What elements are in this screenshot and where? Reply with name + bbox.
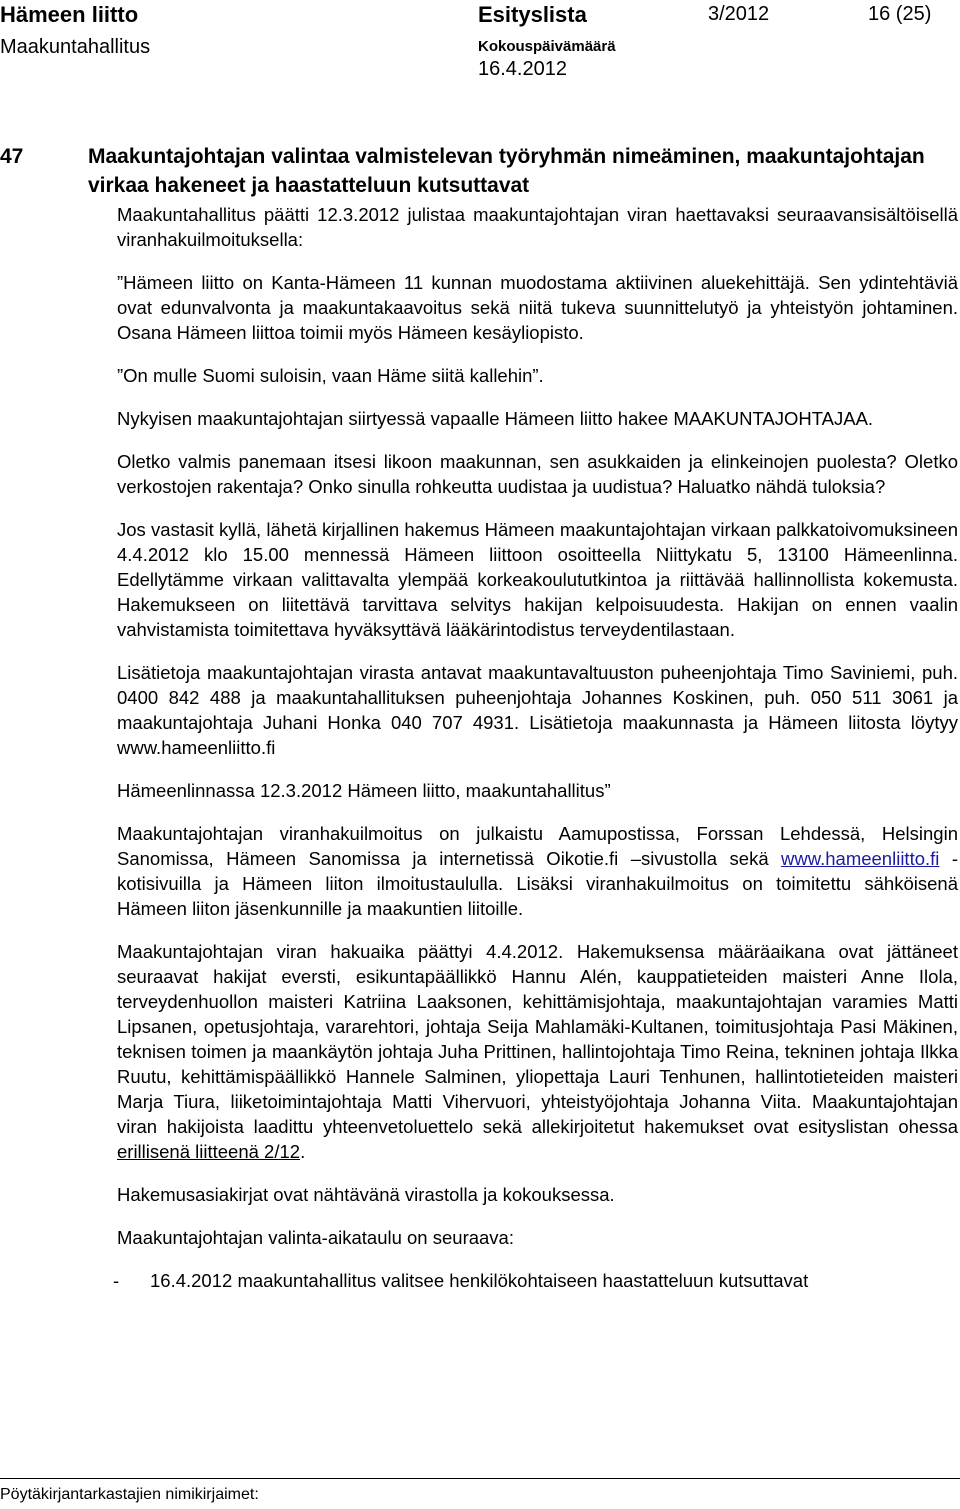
- paragraph-intro: ”Hämeen liitto on Kanta-Hämeen 11 kunnan muodostama aktiivinen aluekehittäjä. Sen ydintehtäviä ovat edunvalvonta ja maakuntakaavoitus sekä niitä tukeva suunnittelutyö ja yhteistyön johtaminen. Osana Hämeen liittoa toimii myös Hämeen kesäyliopisto.: [117, 272, 958, 343]
- paragraph-signature: Hämeenlinnassa 12.3.2012 Hämeen liitto, maakuntahallitus”: [117, 780, 611, 801]
- paragraph-publication: [117, 821, 958, 921]
- paragraph-schedule: Maakuntajohtajan valinta-aikataulu on seuraava:: [117, 1227, 514, 1248]
- paragraph-announcement: Nykyisen maakuntajohtajan siirtyessä vapaalle Hämeen liitto hakee MAAKUNTAJOHTAJAA.: [117, 408, 874, 429]
- list-item-text: 16.4.2012 maakuntahallitus valitsee henkilökohtaiseen haastatteluun kutsuttavat: [150, 1270, 809, 1291]
- section-number: 47: [0, 145, 24, 168]
- paragraph-applicants: [117, 939, 958, 1164]
- applicants-text-b: .: [300, 1141, 306, 1162]
- doc-number: 3/2012: [708, 3, 770, 25]
- doc-type: Esityslista: [478, 2, 587, 27]
- paragraph-documents: Hakemusasiakirjat ovat nähtävänä virastolla ja kokouksessa.: [117, 1184, 615, 1205]
- footer-divider: [0, 1478, 960, 1479]
- publication-text-a: Maakuntajohtajan viranhakuilmoitus on julkaistu Aamupostissa, Forssan Lehdessä, Helsingin Sanomissa, Hämeen Sanomissa ja internetissä Oikotie.fi –sivustolla sekä: [117, 823, 958, 869]
- applicants-text-a: Maakuntajohtajan viran hakuaika päättyi 4.4.2012. Hakemuksensa määräaikana ovat jättäneet seuraavat hakijat eversti, esikuntapäällikkö Hannu Alén, kauppatieteiden maisteri Anne Ilola, terveydenhuollon maisteri Katriina Laaksonen, kehittämisjohtaja, maakuntajohtajan varamies Matti Lipsanen, opetusjohtaja, vararehtori, johtaja Seija Mahlamäki-Kultanen, toimitusjohtaja Pasi Mäkinen, teknisen toimen ja maankäytön johtaja Juha Prittinen, hallintojohtaja Timo Reina, tekninen johtaja Ilkka Ruutu, kehittämispäällikkö Hannele Salminen, yliopettaja Lauri Tenhunen, hallintotieteiden maisteri Marja Tiura, liiketoimintajohtaja Matti Vihervuori, yhteistyöjohtaja Johanna Viita. Maakuntajohtajan viran hakijoista laadittu yhteenvetoluettelo sekä allekirjoitetut hakemukset ovat esityslistan ohessa: [117, 941, 958, 1137]
- body-text: [113, 202, 958, 1311]
- meeting-date: 16.4.2012: [478, 58, 567, 80]
- paragraph-contacts: Lisätietoja maakuntajohtajan virasta antavat maakuntavaltuuston puheenjohtaja Timo Saviniemi, puh. 0400 842 488 ja maakuntahallituksen puheenjohtaja Johannes Koskinen, puh. 050 511 3061 ja maakuntajohtaja Juhani Honka 040 707 4931. Lisätietoja maakunnasta ja Hämeen liitosta löytyy www.hameenliitto.fi: [117, 662, 958, 758]
- list-dash: -: [113, 1270, 120, 1291]
- paragraph-quote: ”On mulle Suomi suloisin, vaan Häme siitä kallehin”.: [117, 365, 544, 386]
- footer-label: Pöytäkirjantarkastajien nimikirjaimet:: [0, 1486, 259, 1503]
- website-link[interactable]: www.hameenliitto.fi: [781, 848, 940, 869]
- paragraph-decision: Maakuntahallitus päätti 12.3.2012 julistaa maakuntajohtajan viran haettavaksi seuraavansisältöisellä viranhakuilmoituksella:: [117, 204, 958, 250]
- paragraph-questions: Oletko valmis panemaan itsesi likoon maakunnan, sen asukkaiden ja elinkeinojen puolesta? Oletko verkostojen rakentaja? Onko sinulla rohkeutta uudistaa ja uudistua? Haluatko nähdä tuloksia?: [117, 451, 958, 497]
- attachment-link[interactable]: erillisenä liitteenä 2/12: [117, 1141, 301, 1162]
- date-label: Kokouspäivämäärä: [478, 38, 616, 55]
- page-number: 16 (25): [868, 3, 932, 25]
- meeting-body: Maakuntahallitus: [0, 36, 151, 58]
- org-name: Hämeen liitto: [0, 2, 139, 27]
- list-item: [0, 1268, 958, 1293]
- publication-text-b: -kotisivuilla ja Hämeen liiton ilmoitustaululla. Lisäksi viranhakuilmoitus on toimitettu sähköisenä Hämeen liiton jäsenkunnille ja maakuntien liitoille.: [117, 848, 958, 919]
- section-title: Maakuntajohtajan valintaa valmistelevan työryhmän nimeäminen, maakuntajohtajan virkaa hakeneet ja haastatteluun kutsuttavat: [88, 145, 925, 197]
- paragraph-application: Jos vastasit kyllä, lähetä kirjallinen hakemus Hämeen maakuntajohtajan virkaan palkkatoivomuksineen 4.4.2012 klo 15.00 mennessä Hämeen liittoon osoitteella Niittykatu 5, 13100 Hämeenlinna. Edellytämme virkaan valittavalta ylempää korkeakoulututkintoa ja riittävää hallinnollista kokemusta. Hakemukseen on liitettävä tarvittava selvitys hakijan kelpoisuudesta. Hakijan on ennen vaalin vahvistamista toimitettava hyväksyttävä lääkärintodistus terveydentilastaan.: [117, 519, 958, 640]
